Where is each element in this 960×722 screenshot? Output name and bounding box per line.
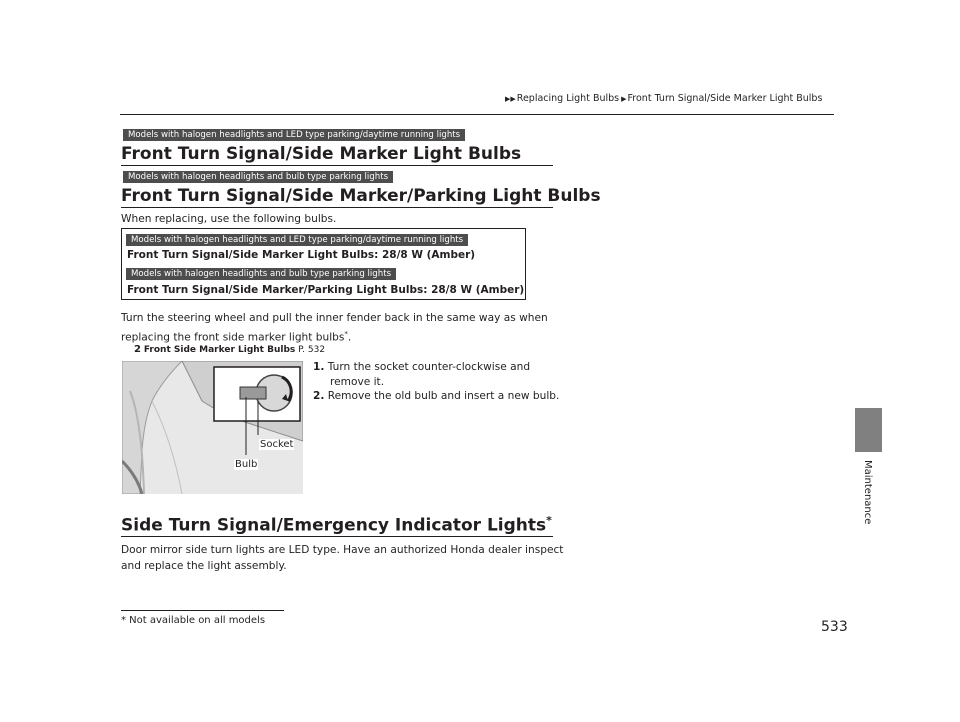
cross-reference-link[interactable]: 2 Front Side Marker Light Bulbs P. 532 [134, 344, 326, 355]
triangle-right-icon: ▶▶ [505, 95, 516, 103]
breadcrumb-part2[interactable]: Front Turn Signal/Side Marker Light Bulbs [627, 93, 823, 104]
instruction-line2: replacing the front side marker light bulbs*. [121, 330, 352, 344]
bulb-spec-line1: Front Turn Signal/Side Marker Light Bulbs: 28/8 W (Amber) [127, 249, 476, 261]
box-tag-led: Models with halogen headlights and LED type parking/daytime running lights [126, 234, 468, 246]
page-number: 533 [821, 619, 848, 635]
section-title-turn-signal: Front Turn Signal/Side Marker Light Bulbs [121, 144, 522, 164]
socket-label: Socket [260, 439, 294, 450]
instruction-line1: Turn the steering wheel and pull the inner fender back in the same way as when [121, 312, 548, 324]
section3-line1: Door mirror side turn lights are LED type. Have an authorized Honda dealer inspect [121, 544, 564, 556]
model-tag-bulb: Models with halogen headlights and bulb type parking lights [123, 171, 393, 183]
section3-line2: and replace the light assembly. [121, 560, 287, 572]
bulb-label: Bulb [235, 459, 258, 470]
model-tag-led: Models with halogen headlights and LED type parking/daytime running lights [123, 129, 465, 141]
cross-reference-icon: 2 [134, 344, 141, 355]
bulb-spec-line2: Front Turn Signal/Side Marker/Parking Light Bulbs: 28/8 W (Amber) [127, 284, 525, 296]
step-2: 2. Remove the old bulb and insert a new bulb. [313, 390, 560, 402]
section-rule [121, 207, 553, 208]
footnote: * Not available on all models [121, 615, 266, 626]
intro-text: When replacing, use the following bulbs. [121, 213, 337, 225]
box-tag-bulb: Models with halogen headlights and bulb type parking lights [126, 268, 396, 280]
section-title-side-turn-signal: Side Turn Signal/Emergency Indicator Lights* [121, 514, 552, 536]
breadcrumb-part1[interactable]: Replacing Light Bulbs [516, 93, 620, 104]
section-rule [121, 165, 553, 166]
footnote-rule [121, 610, 284, 611]
breadcrumb [505, 93, 822, 104]
section-rule [121, 536, 553, 537]
side-tab-marker[interactable] [855, 408, 882, 452]
section-title-parking-light: Front Turn Signal/Side Marker/Parking Light Bulbs [121, 186, 601, 206]
step-1: 1. Turn the socket counter-clockwise and remove it. [313, 361, 531, 388]
triangle-right-icon: ▶ [621, 95, 627, 103]
side-tab-label: Maintenance [862, 460, 873, 525]
bulb-socket-illustration [122, 361, 303, 494]
header-rule [120, 114, 834, 115]
